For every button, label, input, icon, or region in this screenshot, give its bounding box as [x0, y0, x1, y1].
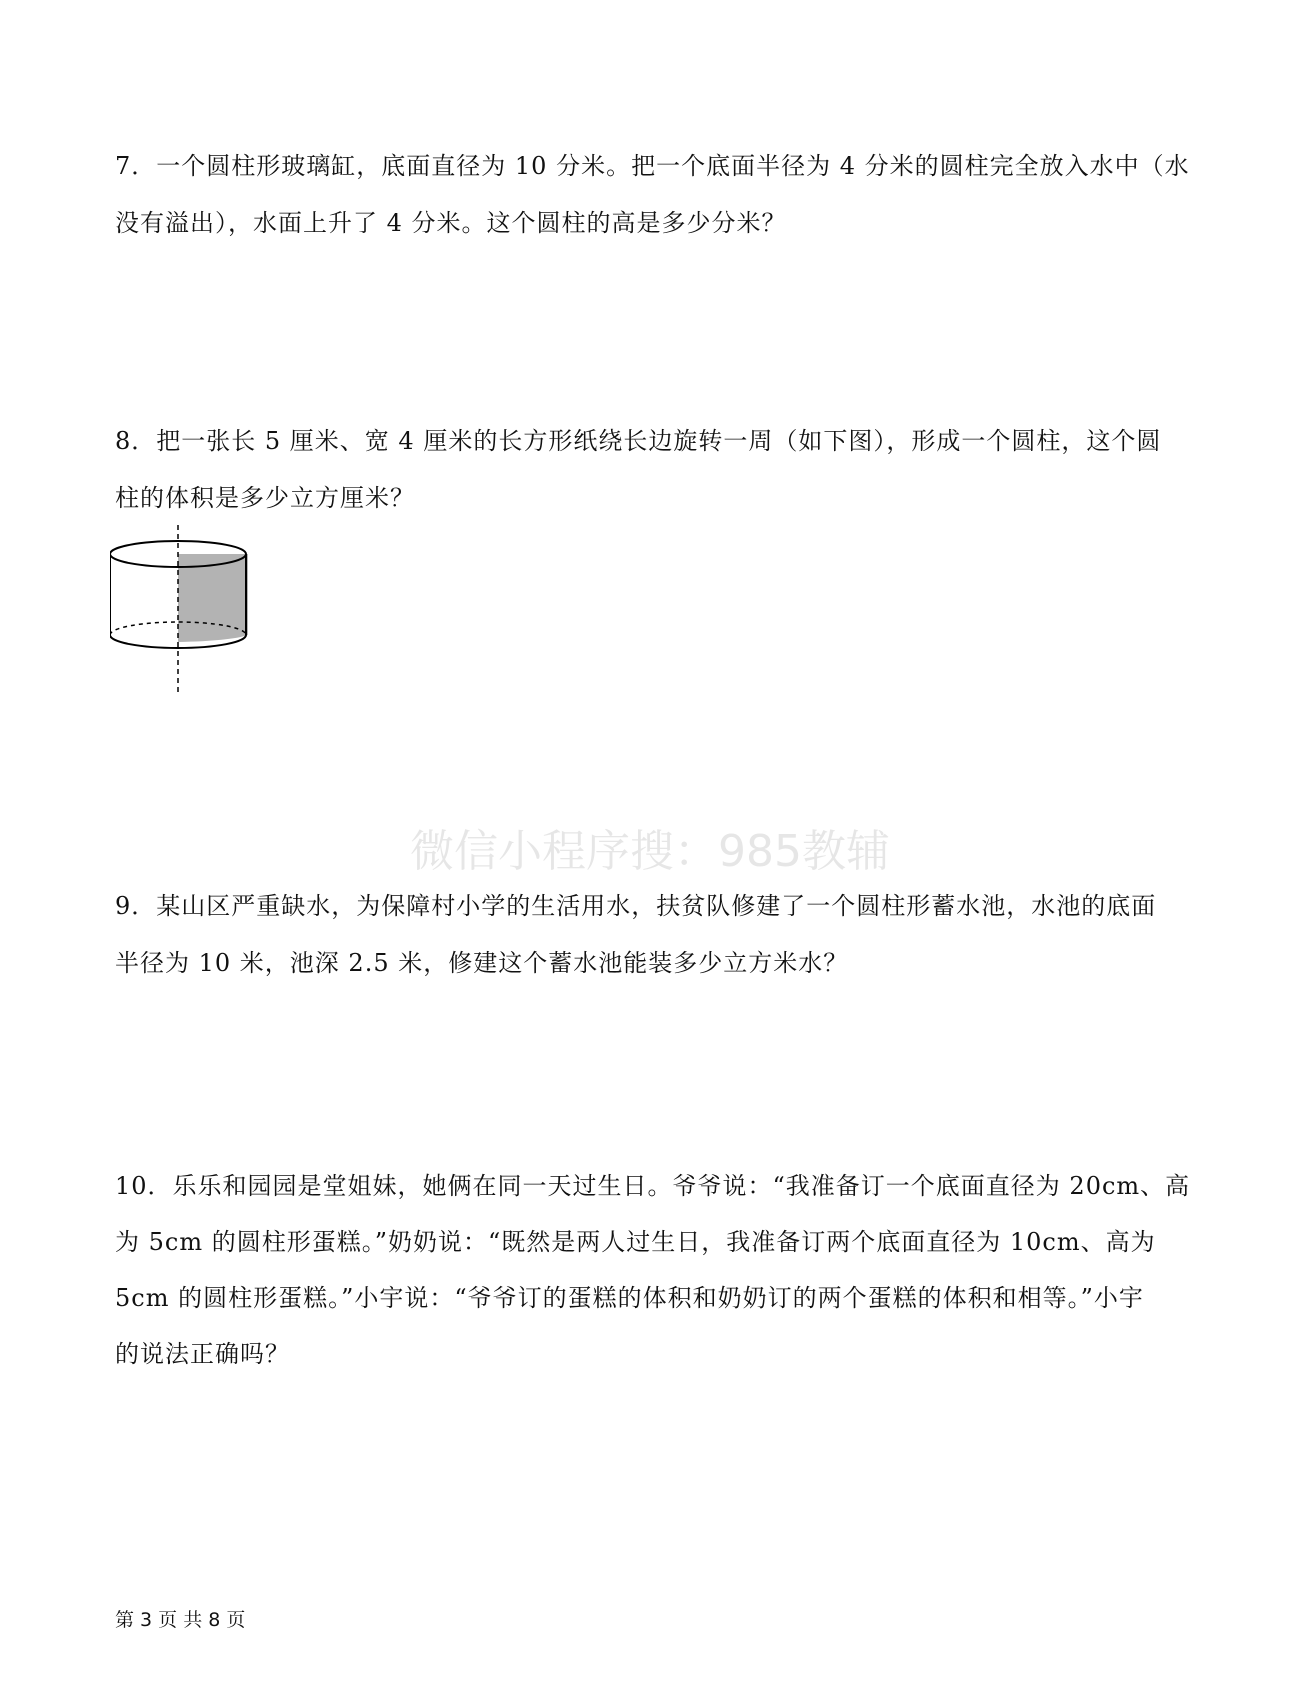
question-7-line-2: 没有溢出），水面上升了 4 分米。这个圆柱的高是多少分米？	[115, 209, 787, 237]
question-9	[115, 890, 1185, 980]
watermark: 微信小程序搜：985教辅	[410, 826, 890, 877]
question-7	[115, 150, 1190, 240]
question-7-line-1: 7．一个圆柱形玻璃缸，底面直径为 10 分米。把一个底面半径为 4 分米的圆柱完全放入水中（水	[115, 152, 1190, 180]
cylinder-rotation-figure	[110, 525, 270, 695]
question-10-line-2: 为 5cm 的圆柱形蛋糕。”奶奶说：“既然是两人过生日，我准备订两个底面直径为 10cm、高为	[115, 1228, 1156, 1256]
question-10-line-3: 5cm 的圆柱形蛋糕。”小宇说：“爷爷订的蛋糕的体积和奶奶订的两个蛋糕的体积和相等。”小宇	[115, 1284, 1144, 1312]
question-9-line-2: 半径为 10 米，池深 2.5 米，修建这个蓄水池能装多少立方米水？	[115, 949, 849, 977]
question-9-line-1: 9．某山区严重缺水，为保障村小学的生活用水，扶贫队修建了一个圆柱形蓄水池，水池的底面	[115, 892, 1157, 920]
question-8	[115, 425, 1185, 515]
page-number-footer: 第 3 页 共 8 页	[115, 1609, 246, 1631]
question-10	[115, 1170, 1191, 1371]
question-8-line-1: 8．把一张长 5 厘米、宽 4 厘米的长方形纸绕长边旋转一周（如下图），形成一个圆柱，这个圆	[115, 427, 1162, 455]
question-10-line-1: 10．乐乐和园园是堂姐妹，她俩在同一天过生日。爷爷说：“我准备订一个底面直径为 20cm、高	[115, 1172, 1191, 1200]
question-8-line-2: 柱的体积是多少立方厘米？	[115, 484, 415, 512]
question-10-line-4: 的说法正确吗？	[115, 1340, 290, 1368]
